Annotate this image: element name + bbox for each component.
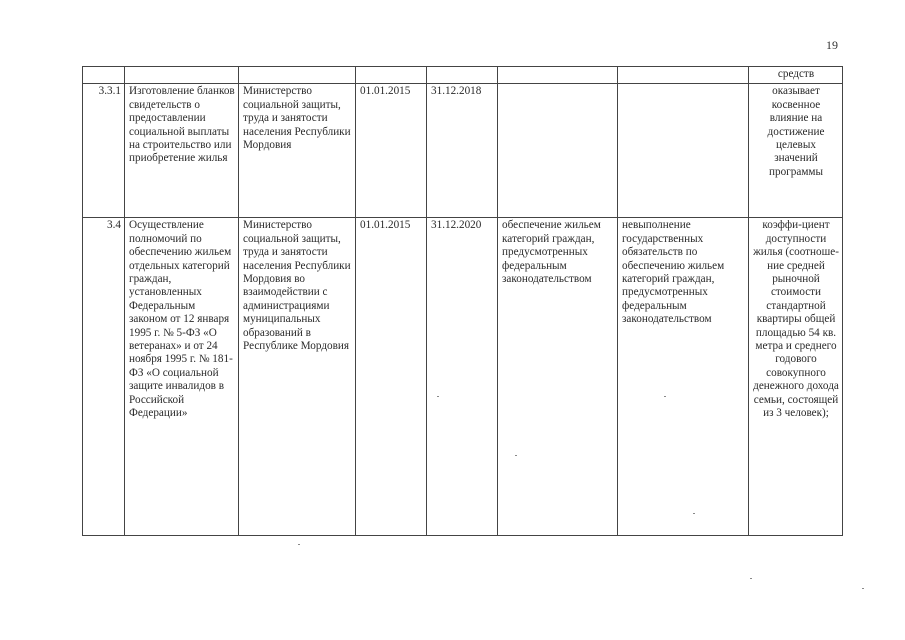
cell-num: 3.4 bbox=[83, 218, 125, 536]
scan-speck bbox=[515, 455, 517, 456]
cell-executor bbox=[239, 67, 356, 84]
scan-speck bbox=[862, 588, 864, 589]
cell-consequence bbox=[618, 84, 749, 218]
cell-measure: Изготовление бланков свидетельств о предоставлении социальной выплаты на строительство или приобретение жилья bbox=[125, 84, 239, 218]
page-number: 19 bbox=[826, 38, 838, 52]
scan-speck bbox=[298, 544, 300, 545]
measures-table bbox=[82, 66, 843, 536]
cell-consequence bbox=[618, 67, 749, 84]
cell-consequence: невыполнение государственных обязательств по обеспечению жильем категорий граждан, предусмотренных федеральным законодательством bbox=[618, 218, 749, 536]
cell-measure: Осуществление полномочий по обеспечению жильем отдельных категорий граждан, установленных Федеральным законом от 12 января 1995 г. № 5-ФЗ «О ветеранах» и от 24 ноября 1995 г. № 181-ФЗ «О социальной защите инвалидов в Российской Федерации» bbox=[125, 218, 239, 536]
cell-end: 31.12.2018 bbox=[427, 84, 498, 218]
cell-start: 01.01.2015 bbox=[356, 218, 427, 536]
cell-start: 01.01.2015 bbox=[356, 84, 427, 218]
cell-end: 31.12.2020 bbox=[427, 218, 498, 536]
table-row-continued bbox=[83, 67, 843, 84]
scan-speck bbox=[437, 396, 439, 397]
cell-result: обеспечение жильем категорий граждан, предусмотренных федеральным законодательством bbox=[498, 218, 618, 536]
cell-indicator: коэффи-циент доступности жилья (соотноше-ние средней рыночной стоимости стандартной квартиры общей площадью 54 кв. метра и среднего годового совокупного денежного дохода семьи, состоящей из 3 человек); bbox=[749, 218, 843, 536]
cell-indicator: оказывает косвенное влияние на достижение целевых значений программы bbox=[749, 84, 843, 218]
cell-end bbox=[427, 67, 498, 84]
cell-executor: Министерство социальной защиты, труда и занятости населения Республики Мордовия bbox=[239, 84, 356, 218]
table-row bbox=[83, 218, 843, 536]
cell-indicator: средств bbox=[749, 67, 843, 84]
cell-num: 3.3.1 bbox=[83, 84, 125, 218]
cell-result bbox=[498, 67, 618, 84]
cell-executor: Министерство социальной защиты, труда и занятости населения Республики Мордовия во взаимодействии с администрациями муниципальных образований в Республике Мордовия bbox=[239, 218, 356, 536]
cell-num bbox=[83, 67, 125, 84]
scan-speck bbox=[750, 578, 752, 579]
cell-start bbox=[356, 67, 427, 84]
cell-result bbox=[498, 84, 618, 218]
cell-measure bbox=[125, 67, 239, 84]
scan-speck bbox=[693, 513, 695, 514]
scan-speck bbox=[664, 396, 666, 397]
table-row bbox=[83, 84, 843, 218]
